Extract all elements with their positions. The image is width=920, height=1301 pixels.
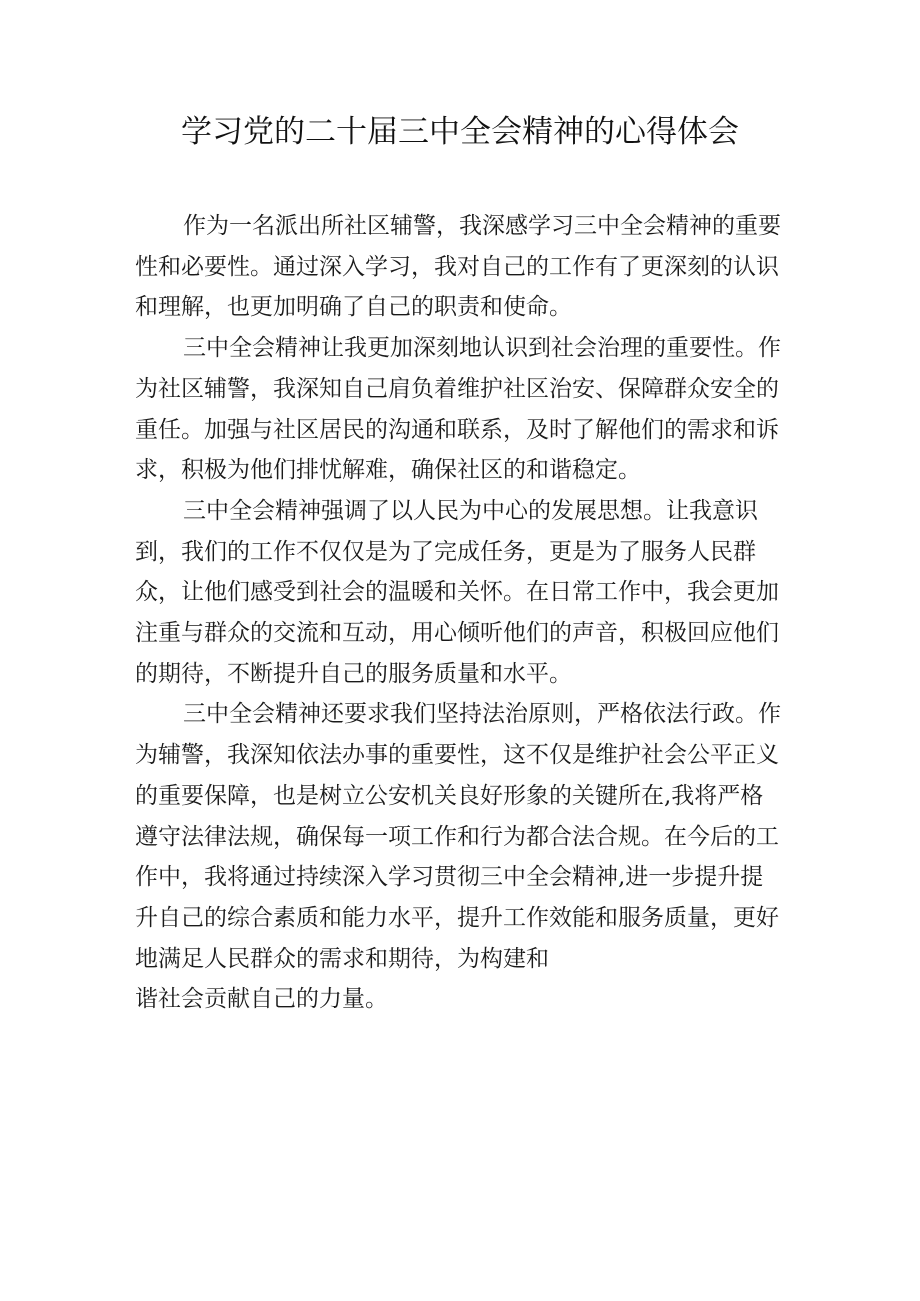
text-line: 为辅警，我深知依法办事的重要性，这不仅是维护社会公平正义 <box>135 742 779 769</box>
text-line: 众，让他们感受到社会的温暖和关怀。在日常工作中，我会更加 <box>135 579 779 606</box>
text-line: 谐社会贡献自己的力量。 <box>135 986 388 1013</box>
document-body <box>135 206 790 1020</box>
text-line: 三中全会精神让我更加深刻地认识到社会治理的重要性。作 <box>183 335 781 362</box>
text-line: 遵守法律法规，确保每一项工作和行为都合法合规。在今后的工 <box>135 823 779 850</box>
paragraph-1 <box>135 206 790 328</box>
document-title: 学习党的二十届三中全会精神的心得体会 <box>181 114 739 150</box>
text-line: 三中全会精神强调了以人民为中心的发展思想。让我意识 <box>183 497 758 524</box>
text-line: 升自己的综合素质和能力水平，提升工作效能和服务质量，更好 <box>135 904 779 931</box>
text-line: 作为一名派出所社区辅警，我深感学习三中全会精神的重要 <box>183 213 781 239</box>
text-line: 重任。加强与社区居民的沟通和联系，及时了解他们的需求和诉 <box>135 416 779 443</box>
text-line: 作中，我将通过持续深入学习贯彻三中全会精神,进一步提升提 <box>135 864 764 891</box>
text-line: 性和必要性。通过深入学习，我对自己的工作有了更深刻的认识 <box>135 253 779 280</box>
text-line: 注重与群众的交流和互动，用心倾听他们的声音，积极回应他们 <box>135 620 779 647</box>
text-line: 的重要保障，也是树立公安机关良好形象的关键所在,我将严格 <box>135 782 764 809</box>
text-line: 和理解，也更加明确了自己的职责和使命。 <box>135 294 572 321</box>
text-line: 的期待，不断提升自己的服务质量和水平。 <box>135 660 572 687</box>
paragraph-2 <box>135 328 790 491</box>
text-line: 为社区辅警，我深知自己肩负着维护社区治安、保障群众安全的 <box>135 375 779 402</box>
paragraph-3 <box>135 491 790 695</box>
text-line: 地满足人民群众的需求和期待，为构建和 <box>135 945 549 972</box>
text-line: 求，积极为他们排忧解难，确保社区的和谐稳定。 <box>135 457 641 484</box>
text-line: 三中全会精神还要求我们坚持法治原则，严格依法行政。作 <box>183 701 781 728</box>
paragraph-4 <box>135 694 790 1020</box>
text-line: 到，我们的工作不仅仅是为了完成任务，更是为了服务人民群 <box>135 538 756 565</box>
